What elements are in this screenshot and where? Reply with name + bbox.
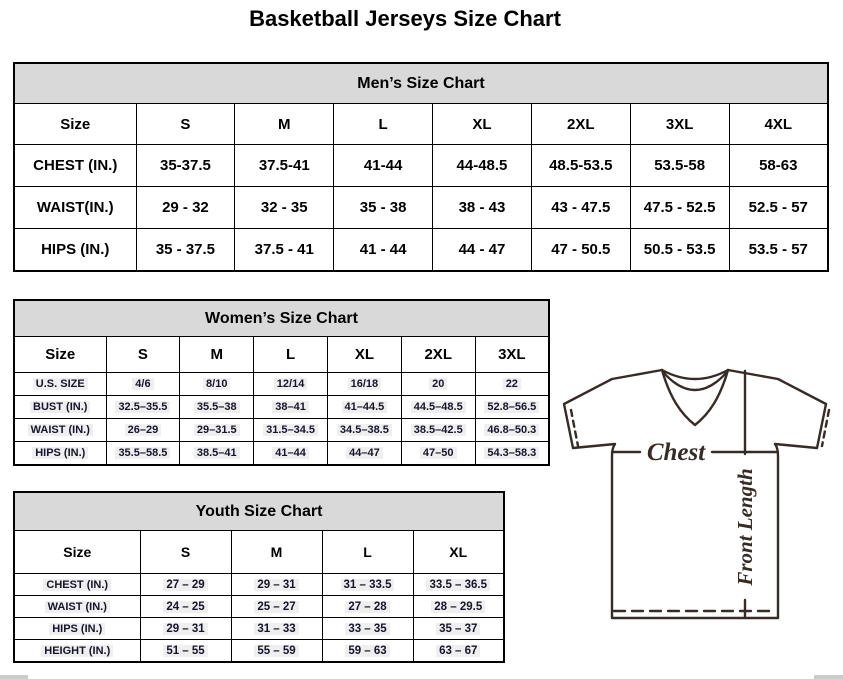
table-row xyxy=(14,596,504,618)
column-header: 3XL xyxy=(630,104,729,145)
size-value-cell: 44 - 47 xyxy=(433,229,532,272)
size-value-cell: 44.5–48.5 xyxy=(401,396,475,419)
row-label: CHEST (IN.) xyxy=(14,574,140,596)
column-header: XL xyxy=(413,531,504,574)
table-row xyxy=(14,442,549,466)
size-value-cell: 38 - 43 xyxy=(433,187,532,229)
row-label: U.S. SIZE xyxy=(14,373,106,396)
size-value-cell: 29 – 31 xyxy=(231,574,322,596)
row-label: CHEST (IN.) xyxy=(14,145,136,187)
table-title: Youth Size Chart xyxy=(14,492,504,531)
size-header-label: Size xyxy=(14,531,140,574)
size-value-cell: 50.5 - 53.5 xyxy=(630,229,729,272)
table-title: Men’s Size Chart xyxy=(14,63,828,104)
size-value-cell: 52.5 - 57 xyxy=(729,187,828,229)
size-value-cell: 29 – 31 xyxy=(140,618,231,640)
size-value-cell: 33 – 35 xyxy=(322,618,413,640)
table-row xyxy=(14,618,504,640)
size-value-cell: 52.8–56.5 xyxy=(475,396,549,419)
size-value-cell: 35.5–58.5 xyxy=(106,442,180,466)
row-label: WAIST (IN.) xyxy=(14,419,106,442)
chest-label: Chest xyxy=(646,439,706,466)
table-row xyxy=(14,574,504,596)
size-value-cell: 37.5 - 41 xyxy=(235,229,334,272)
size-value-cell: 20 xyxy=(401,373,475,396)
size-value-cell: 34.5–38.5 xyxy=(327,419,401,442)
size-value-cell: 44–47 xyxy=(327,442,401,466)
size-value-cell: 38.5–42.5 xyxy=(401,419,475,442)
size-value-cell: 58-63 xyxy=(729,145,828,187)
column-header: XL xyxy=(327,337,401,373)
row-label: HEIGHT (IN.) xyxy=(14,640,140,663)
size-value-cell: 53.5 - 57 xyxy=(729,229,828,272)
size-value-cell: 35 - 38 xyxy=(334,187,433,229)
size-value-cell: 41-44 xyxy=(334,145,433,187)
column-header: 2XL xyxy=(531,104,630,145)
size-value-cell: 31 – 33.5 xyxy=(322,574,413,596)
size-value-cell: 41–44.5 xyxy=(327,396,401,419)
column-header: M xyxy=(235,104,334,145)
table-title-row xyxy=(14,300,549,337)
table-title: Women’s Size Chart xyxy=(14,300,549,337)
column-header: XL xyxy=(433,104,532,145)
size-value-cell: 37.5-41 xyxy=(235,145,334,187)
size-value-cell: 12/14 xyxy=(254,373,328,396)
jersey-outline-shape xyxy=(564,370,826,618)
row-label: HIPS (IN.) xyxy=(14,442,106,466)
size-value-cell: 27 – 28 xyxy=(322,596,413,618)
size-value-cell: 29 - 32 xyxy=(136,187,235,229)
front-length-label: Front Length xyxy=(733,468,757,586)
size-value-cell: 63 – 67 xyxy=(413,640,504,663)
table-row xyxy=(14,187,828,229)
table-row xyxy=(14,145,828,187)
column-header: L xyxy=(254,337,328,373)
size-value-cell: 59 – 63 xyxy=(322,640,413,663)
column-header: 2XL xyxy=(401,337,475,373)
column-header: 3XL xyxy=(475,337,549,373)
table-title-row xyxy=(14,63,828,104)
column-header: S xyxy=(140,531,231,574)
table-title-row xyxy=(14,492,504,531)
size-value-cell: 4/6 xyxy=(106,373,180,396)
table-row xyxy=(14,373,549,396)
table-row xyxy=(14,229,828,272)
size-value-cell: 47.5 - 52.5 xyxy=(630,187,729,229)
size-value-cell: 35-37.5 xyxy=(136,145,235,187)
size-value-cell: 33.5 – 36.5 xyxy=(413,574,504,596)
womens-size-table xyxy=(13,299,550,466)
size-header-label: Size xyxy=(14,337,106,373)
size-value-cell: 47–50 xyxy=(401,442,475,466)
size-header-row xyxy=(14,531,504,574)
size-value-cell: 47 - 50.5 xyxy=(531,229,630,272)
youth-size-table xyxy=(13,491,505,663)
size-value-cell: 38–41 xyxy=(254,396,328,419)
size-value-cell: 35 – 37 xyxy=(413,618,504,640)
column-header: S xyxy=(106,337,180,373)
horizontal-scrollbar-fragment-left[interactable] xyxy=(0,675,28,679)
row-label: WAIST(IN.) xyxy=(14,187,136,229)
column-header: M xyxy=(231,531,322,574)
table-row xyxy=(14,396,549,419)
table-row xyxy=(14,640,504,663)
size-header-label: Size xyxy=(14,104,136,145)
size-value-cell: 41 - 44 xyxy=(334,229,433,272)
jersey-measurement-diagram xyxy=(554,362,843,626)
size-value-cell: 22 xyxy=(475,373,549,396)
column-header: 4XL xyxy=(729,104,828,145)
column-header: L xyxy=(334,104,433,145)
size-value-cell: 51 – 55 xyxy=(140,640,231,663)
size-value-cell: 24 – 25 xyxy=(140,596,231,618)
size-value-cell: 44-48.5 xyxy=(433,145,532,187)
collar-rib-line xyxy=(662,370,728,379)
table-row xyxy=(14,419,549,442)
column-header: S xyxy=(136,104,235,145)
size-value-cell: 31 – 33 xyxy=(231,618,322,640)
size-value-cell: 35 - 37.5 xyxy=(136,229,235,272)
size-value-cell: 25 – 27 xyxy=(231,596,322,618)
size-value-cell: 31.5–34.5 xyxy=(254,419,328,442)
column-header: M xyxy=(180,337,254,373)
size-value-cell: 26–29 xyxy=(106,419,180,442)
size-value-cell: 8/10 xyxy=(180,373,254,396)
page-title: Basketball Jerseys Size Chart xyxy=(249,6,561,31)
size-value-cell: 28 – 29.5 xyxy=(413,596,504,618)
size-value-cell: 46.8–50.3 xyxy=(475,419,549,442)
size-value-cell: 41–44 xyxy=(254,442,328,466)
row-label: HIPS (IN.) xyxy=(14,618,140,640)
size-value-cell: 35.5–38 xyxy=(180,396,254,419)
size-value-cell: 27 – 29 xyxy=(140,574,231,596)
size-value-cell: 55 – 59 xyxy=(231,640,322,663)
size-value-cell: 29–31.5 xyxy=(180,419,254,442)
size-value-cell: 48.5-53.5 xyxy=(531,145,630,187)
size-value-cell: 16/18 xyxy=(327,373,401,396)
size-value-cell: 43 - 47.5 xyxy=(531,187,630,229)
size-value-cell: 32 - 35 xyxy=(235,187,334,229)
size-value-cell: 54.3–58.3 xyxy=(475,442,549,466)
column-header: L xyxy=(322,531,413,574)
row-label: WAIST (IN.) xyxy=(14,596,140,618)
horizontal-scrollbar-fragment-right[interactable] xyxy=(814,675,843,679)
mens-size-table xyxy=(13,62,829,272)
size-value-cell: 53.5-58 xyxy=(630,145,729,187)
size-value-cell: 38.5–41 xyxy=(180,442,254,466)
size-value-cell: 32.5–35.5 xyxy=(106,396,180,419)
size-header-row xyxy=(14,337,549,373)
row-label: BUST (IN.) xyxy=(14,396,106,419)
size-header-row xyxy=(14,104,828,145)
row-label: HIPS (IN.) xyxy=(14,229,136,272)
